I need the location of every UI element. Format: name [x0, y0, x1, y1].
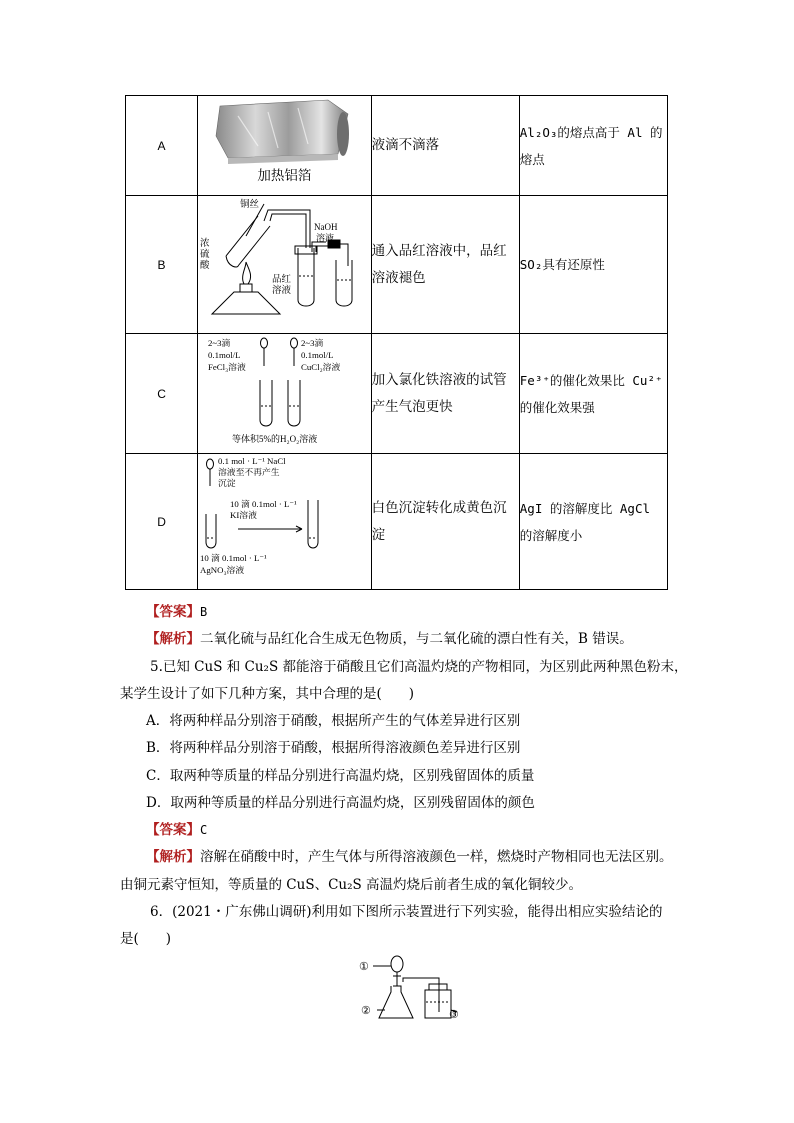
answer-label: 【答案】	[146, 604, 200, 620]
row-label: B	[126, 196, 198, 334]
conclusion-cell: Al₂O₃的熔点高于 Al 的熔点	[519, 96, 667, 196]
naoh-label-1: NaOH	[314, 222, 338, 232]
q5-option-c: C．取两种等质量的样品分别进行高温灼烧，区别残留固体的质量	[146, 768, 535, 784]
precipitate-diagram	[198, 454, 368, 585]
q5-answer: C	[200, 823, 208, 837]
q4-analysis-line	[146, 627, 633, 647]
phenomenon-cell: 液滴不滴落	[371, 96, 519, 196]
ki-label-2: KI溶液	[230, 510, 257, 520]
q5-stem-line-1: 5.已知 CuS 和 Cu₂S 都能溶于硝酸且它们高温灼烧的产物相同，为区别此两种黑色粉末，	[150, 659, 688, 675]
q5-analysis-line-2: 由铜元素守恒知，等质量的 CuS、Cu₂S 高温灼烧后前者生成的氧化铜较少。	[120, 877, 583, 893]
row-label: A	[126, 96, 198, 196]
pinhong-label-1: 品红	[272, 275, 292, 285]
table-row	[126, 196, 668, 334]
q5-analysis-line	[146, 845, 673, 865]
q4-answer: B	[200, 605, 208, 619]
acid-label-2: 硫	[200, 250, 210, 260]
so2-apparatus-figure	[198, 196, 372, 334]
table-row	[126, 96, 668, 196]
q5-answer-line	[146, 818, 207, 838]
left-conc-label: 0.1mol/L	[208, 350, 241, 360]
ki-label-1: 10 滴 0.1mol · L⁻¹	[230, 499, 297, 509]
phenomenon-cell: 加入氯化铁溶液的试管产生气泡更快	[371, 334, 519, 454]
q5-analysis-1: 溶解在硝酸中时，产生气体与所得溶液颜色一样，燃烧时产物相同也无法区别。	[200, 849, 673, 865]
q4-answer-line	[146, 600, 207, 620]
nacl-label-1: 0.1 mol · L⁻¹ NaCl	[218, 456, 286, 466]
phenomenon-cell: 白色沉淀转化成黄色沉淀	[371, 454, 519, 590]
q5-option-d: D．取两种等质量的样品分别进行高温灼烧，区别残留固体的颜色	[146, 795, 535, 811]
left-drops-label: 2~3滴	[208, 338, 231, 348]
h2o2-label: 等体积5%的H₂O₂溶液	[232, 434, 318, 444]
q6-stem-line-2: 是( )	[120, 931, 172, 947]
label-3: ③	[449, 1009, 459, 1021]
nacl-label-2: 溶液至不再产生	[218, 467, 280, 477]
analysis-label: 【解析】	[146, 631, 200, 647]
foil-caption: 加热铝箔	[257, 168, 312, 184]
left-solution-label: FeCl₃溶液	[208, 362, 246, 372]
label-1: ①	[359, 961, 369, 973]
experiment-table	[125, 95, 668, 590]
nacl-label-3: 沉淀	[218, 478, 236, 488]
q6-apparatus-diagram	[355, 952, 465, 1027]
agno3-label-1: 10 滴 0.1mol · L⁻¹	[200, 553, 267, 563]
right-drops-label: 2~3滴	[301, 338, 324, 348]
acid-label-3: 酸	[200, 261, 210, 271]
analysis-label: 【解析】	[146, 849, 200, 865]
answer-label: 【答案】	[146, 822, 200, 838]
row-label: C	[126, 334, 198, 454]
table-row	[126, 454, 668, 590]
table-row	[126, 334, 668, 454]
label-2: ②	[361, 1005, 371, 1017]
naoh-label-2: 溶液	[316, 233, 335, 243]
pinhong-label-2: 溶液	[272, 286, 292, 296]
precipitate-figure	[198, 454, 372, 590]
conclusion-cell: AgI 的溶解度比 AgCl 的溶解度小	[519, 454, 667, 590]
catalysis-figure	[198, 334, 372, 454]
right-conc-label: 0.1mol/L	[301, 350, 334, 360]
q4-analysis: 二氧化硫与品红化合生成无色物质，与二氧化硫的漂白性有关，B 错误。	[200, 631, 633, 647]
catalysis-diagram	[198, 334, 368, 449]
so2-apparatus-diagram	[198, 196, 368, 329]
foil-figure	[198, 96, 372, 196]
q5-stem-line-2: 某学生设计了如下几种方案，其中合理的是( )	[120, 686, 415, 702]
conclusion-cell: SO₂具有还原性	[519, 196, 667, 334]
phenomenon-cell: 通入品红溶液中，品红溶液褪色	[371, 196, 519, 334]
acid-label-1: 浓	[200, 239, 210, 249]
q6-stem-line-1: 6．(2021・广东佛山调研)利用如下图所示装置进行下列实验，能得出相应实验结论的	[150, 904, 663, 920]
conclusion-cell: Fe³⁺的催化效果比 Cu²⁺的催化效果强	[519, 334, 667, 454]
agno3-label-2: AgNO₃溶液	[200, 565, 245, 575]
row-label: D	[126, 454, 198, 590]
right-solution-label: CuCl₂溶液	[301, 362, 341, 372]
q5-option-a: A．将两种样品分别溶于硝酸，根据所产生的气体差异进行区别	[146, 713, 521, 729]
q5-option-b: B．将两种样品分别溶于硝酸，根据所得溶液颜色差异进行区别	[146, 740, 521, 756]
wire-label: 铜丝	[240, 200, 260, 210]
